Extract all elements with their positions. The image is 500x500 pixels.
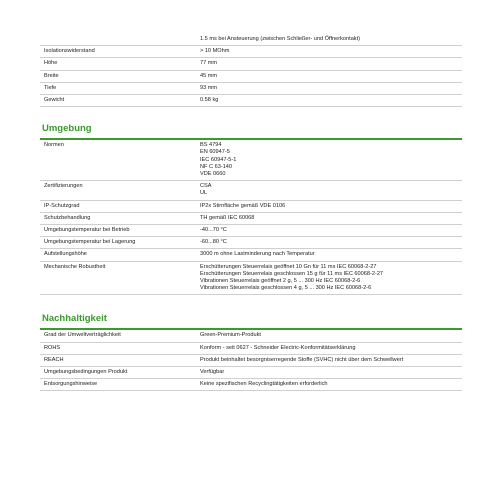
spec-value-line: 1.5 ms bei Ansteuerung (zwischen Schließer- und Öffnerkontakt) bbox=[200, 36, 361, 42]
spec-value-line: 77 mm bbox=[200, 60, 218, 67]
spec-key: Grad der Umweltverträglichkeit bbox=[44, 332, 121, 339]
spec-value bbox=[196, 379, 462, 390]
spec-value bbox=[196, 213, 462, 224]
section-title-umgebung: Umgebung bbox=[40, 123, 462, 140]
spec-value bbox=[196, 355, 462, 366]
spec-row bbox=[40, 237, 462, 249]
spec-value-line: BS 4794 bbox=[200, 142, 222, 149]
spec-value-line: Erschütterungen Steuerrelais geöffnet 10 Gn für 11 ms IEC 60068-2-27 bbox=[200, 263, 377, 270]
spec-key: Umgebungsbedingungen Produkt bbox=[44, 369, 128, 376]
spec-value-line: UL bbox=[200, 190, 208, 197]
spec-value-line: CSA bbox=[200, 183, 212, 190]
spec-value bbox=[196, 181, 462, 199]
spec-value bbox=[196, 83, 462, 94]
spec-value-line: Green-Premium-Produkt bbox=[200, 332, 261, 339]
spec-row bbox=[40, 262, 462, 296]
spec-key: REACH bbox=[44, 356, 64, 363]
spec-value-line: Vibrationen Steuerrelais geöffnet 2 g, 5 ... 300 Hz IEC 60068-2-6 bbox=[200, 278, 361, 285]
spec-value-line: NF C 63-140 bbox=[200, 163, 233, 170]
spec-key: Schutzbehandlung bbox=[44, 214, 91, 221]
spec-key: Entsorgungshinweise bbox=[44, 381, 98, 388]
spec-row bbox=[40, 355, 462, 367]
spec-value-line: Erschütterungen Steuerrelais geschlossen 15 g für 11 ms IEC 60068-2-27 bbox=[200, 270, 384, 277]
spec-row bbox=[40, 140, 462, 181]
spec-value-line: 0.58 kg bbox=[200, 97, 219, 104]
spec-key: Gewicht bbox=[44, 97, 65, 104]
spec-value bbox=[196, 71, 462, 82]
spec-key: Höhe bbox=[44, 60, 58, 67]
top-table bbox=[40, 34, 462, 107]
spec-value bbox=[196, 237, 462, 248]
spec-value bbox=[196, 140, 462, 180]
spec-row bbox=[40, 95, 462, 107]
spec-value-line: Produkt beinhaltet besorgniserregende Stoffe (SVHC) nicht über dem Schwellwert bbox=[200, 356, 404, 363]
umgebung-table bbox=[40, 140, 462, 295]
spec-value-line: 3000 m ohne Lastminderung nach Temperatur bbox=[200, 251, 315, 258]
spec-value bbox=[196, 34, 462, 45]
spec-value-line: -40...70 °C bbox=[200, 227, 227, 234]
spec-value-line: 93 mm bbox=[200, 84, 218, 91]
spec-value-line: VDE 0660 bbox=[200, 171, 226, 178]
spec-value-line: -60...80 °C bbox=[200, 239, 227, 246]
spec-key: Tiefe bbox=[44, 84, 57, 91]
spec-value bbox=[196, 249, 462, 260]
spec-key: Breite bbox=[44, 72, 59, 79]
spec-row bbox=[40, 343, 462, 355]
spec-value-line: TH gemäß IEC 60068 bbox=[200, 214, 255, 221]
spec-key: Umgebungstemperatur bei Betrieb bbox=[44, 227, 130, 234]
spec-value bbox=[196, 95, 462, 106]
spec-value-line: 45 mm bbox=[200, 72, 218, 79]
spec-row bbox=[40, 71, 462, 83]
spec-row bbox=[40, 249, 462, 261]
spec-key: Isolationswiderstand bbox=[44, 48, 95, 55]
nachhaltigkeit-table bbox=[40, 330, 462, 391]
spec-value-line: IEC 60947-5-1 bbox=[200, 156, 237, 163]
spec-key: Normen bbox=[44, 142, 64, 149]
spec-value bbox=[196, 367, 462, 378]
spec-key bbox=[40, 34, 196, 45]
spec-value bbox=[196, 330, 462, 341]
spec-value bbox=[196, 46, 462, 57]
spec-row bbox=[40, 213, 462, 225]
spec-key: ROHS bbox=[44, 344, 61, 351]
spec-value-line: EN 60947-5 bbox=[200, 149, 230, 156]
spec-row bbox=[40, 181, 462, 200]
spec-key: Umgebungstemperatur bei Lagerung bbox=[44, 239, 136, 246]
spec-value-line: Keine spezifischen Recyclingtätigkeiten erforderlich bbox=[200, 381, 328, 388]
spec-value-line: Verfügbar bbox=[200, 369, 225, 376]
spec-value bbox=[196, 58, 462, 69]
spec-value-line: IP2x Stirnfläche gemäß VDE 0106 bbox=[200, 202, 286, 209]
spec-row bbox=[40, 225, 462, 237]
spec-key: Mechanische Robustheit bbox=[44, 263, 106, 270]
spec-value bbox=[196, 262, 462, 295]
spec-row bbox=[40, 201, 462, 213]
spec-row bbox=[40, 58, 462, 70]
spec-value bbox=[196, 343, 462, 354]
spec-value bbox=[196, 201, 462, 212]
spec-row bbox=[40, 379, 462, 391]
spec-row bbox=[40, 46, 462, 58]
spec-row bbox=[40, 367, 462, 379]
spec-value bbox=[196, 225, 462, 236]
spec-row bbox=[40, 330, 462, 342]
spec-key: Aufstellungshöhe bbox=[44, 251, 87, 258]
spec-sheet bbox=[40, 34, 462, 391]
spec-value-line: Vibrationen Steuerrelais geschlossen 4 g, 5 ... 300 Hz IEC 60068-2-6 bbox=[200, 285, 372, 292]
spec-row bbox=[40, 34, 462, 46]
spec-value-line: > 10 MOhm bbox=[200, 48, 230, 55]
spec-key: IP-Schutzgrad bbox=[44, 202, 80, 209]
spec-row bbox=[40, 83, 462, 95]
spec-key: Zertifizierungen bbox=[44, 183, 83, 190]
spec-value-line: Konform - seit 0627 - Schneider Electric-Konformitätserklärung bbox=[200, 344, 356, 351]
section-title-nachhaltigkeit: Nachhaltigkeit bbox=[40, 313, 462, 330]
